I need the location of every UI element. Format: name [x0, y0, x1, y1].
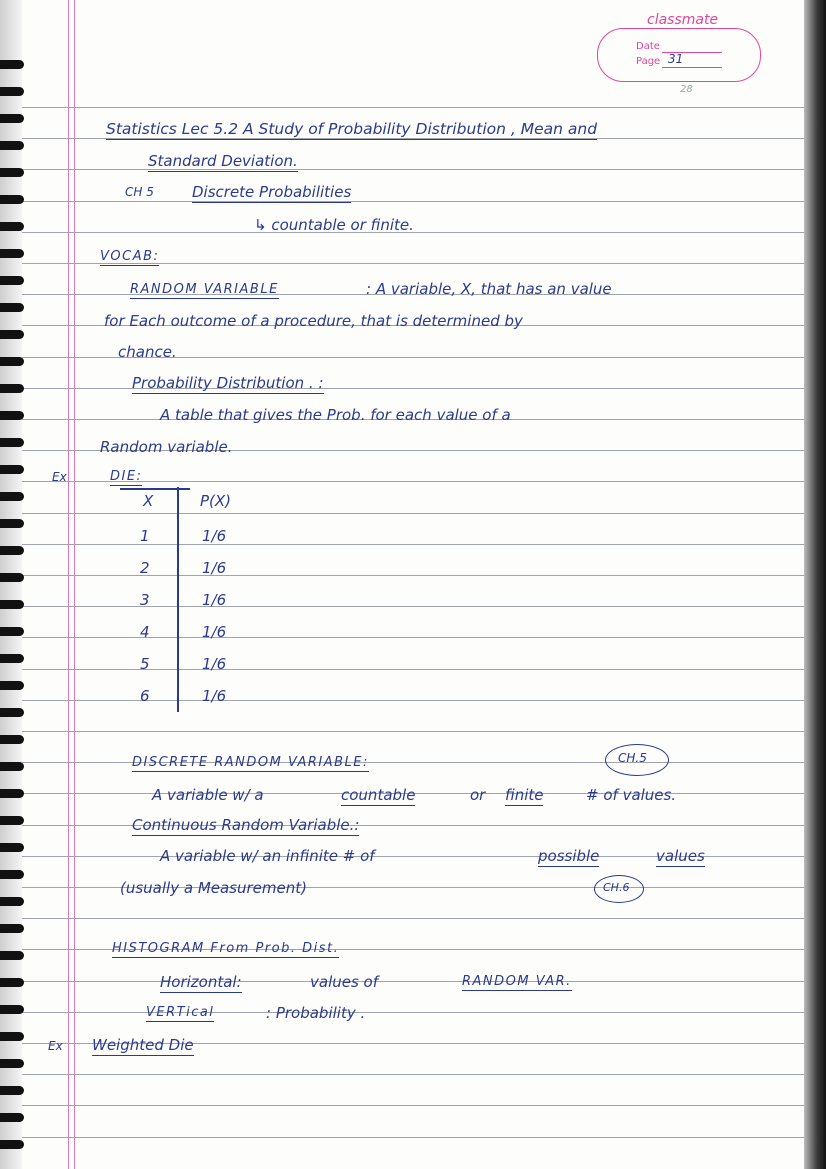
- date-label: Date: [636, 41, 660, 52]
- binding-hole: [0, 303, 24, 312]
- binding-hole: [0, 708, 24, 717]
- binding-hole: [0, 330, 24, 339]
- binding-hole: [0, 978, 24, 987]
- binding-hole: [0, 195, 24, 204]
- binding-hole: [0, 627, 24, 636]
- table-cell-px: 1/6: [202, 655, 227, 673]
- binding-hole: [0, 951, 24, 960]
- vertical-text: : Probability .: [266, 1004, 366, 1022]
- vertical-label: VERTical: [146, 1005, 215, 1020]
- ruled-line: [22, 1074, 804, 1075]
- chapter-label: CH 5: [125, 185, 154, 199]
- binding-hole: [0, 87, 24, 96]
- binding-hole: [0, 546, 24, 555]
- brand-logo: classmate: [647, 12, 719, 28]
- vocab-heading: VOCAB:: [100, 249, 160, 264]
- lecture-title: Statistics Lec 5.2 A Study of Probability Distribution , Mean and: [106, 120, 598, 138]
- horizontal-text: values of: [310, 973, 379, 991]
- page-label: Page: [636, 56, 661, 67]
- table-cell-px: 1/6: [202, 623, 227, 641]
- table-cell-x: 2: [140, 559, 150, 577]
- binding-hole: [0, 411, 24, 420]
- table-cell-px: 1/6: [202, 591, 227, 609]
- table-cell-px: 1/6: [202, 527, 227, 545]
- example-margin-label: Ex: [52, 470, 67, 484]
- table-cell-x: 3: [140, 591, 150, 609]
- or-word: or: [470, 786, 486, 804]
- binding-hole: [0, 789, 24, 798]
- binding-hole: [0, 60, 24, 69]
- page-sub-mark: 28: [680, 84, 693, 95]
- binding-hole: [0, 924, 24, 933]
- binding-hole: [0, 762, 24, 771]
- continuous-rv-term: Continuous Random Variable.:: [132, 816, 360, 834]
- chapter-topic: Discrete Probabilities: [192, 183, 352, 201]
- binding-hole: [0, 1086, 24, 1095]
- binding-hole: [0, 141, 24, 150]
- example-title: DIE:: [110, 469, 143, 484]
- binding-hole: [0, 735, 24, 744]
- ruled-line: [22, 731, 804, 732]
- binding-hole: [0, 1032, 24, 1041]
- probability-distribution-term: Probability Distribution . :: [132, 374, 324, 392]
- finite-word: finite: [505, 786, 544, 804]
- random-variable-definition: : A variable, X, that has an value: [366, 280, 612, 298]
- table-header-rule: [120, 488, 190, 490]
- binding-hole: [0, 114, 24, 123]
- page-line: [662, 67, 722, 68]
- chapter-note: ↳ countable or finite.: [254, 216, 414, 234]
- ruled-line: [22, 201, 804, 202]
- example-margin-label: Ex: [48, 1039, 63, 1053]
- discrete-rv-term: DISCRETE RANDOM VARIABLE:: [132, 755, 369, 770]
- continuous-definition-start: A variable w/ an infinite # of: [160, 847, 375, 865]
- binding-hole: [0, 1059, 24, 1068]
- binding-hole: [0, 168, 24, 177]
- probability-distribution-definition: A table that gives the Prob. for each value of a: [160, 406, 511, 424]
- horizontal-value: RANDOM VAR.: [462, 974, 572, 989]
- binding-hole: [0, 870, 24, 879]
- random-variable-definition-end: chance.: [118, 343, 177, 361]
- table-cell-px: 1/6: [202, 687, 227, 705]
- discrete-definition-end: # of values.: [586, 786, 677, 804]
- binding-hole: [0, 843, 24, 852]
- ruled-line: [22, 1105, 804, 1106]
- table-cell-x: 6: [140, 687, 150, 705]
- chapter-ref: CH.5: [618, 751, 647, 765]
- page-edge-shadow: [804, 0, 826, 1169]
- table-divider: [177, 487, 179, 712]
- ruled-line: [22, 918, 804, 919]
- binding-hole: [0, 222, 24, 231]
- binding-hole: [0, 384, 24, 393]
- binding-hole: [0, 492, 24, 501]
- binding-hole: [0, 897, 24, 906]
- ruled-line: [22, 169, 804, 170]
- binding-hole: [0, 357, 24, 366]
- table-header-x: X: [143, 492, 154, 510]
- binding-hole: [0, 573, 24, 582]
- random-variable-definition-cont: for Each outcome of a procedure, that is determined by: [104, 312, 523, 330]
- binding-hole: [0, 816, 24, 825]
- binding-hole: [0, 654, 24, 663]
- table-cell-x: 4: [140, 623, 150, 641]
- binding-hole: [0, 1005, 24, 1014]
- ruled-line: [22, 1012, 804, 1013]
- table-cell-px: 1/6: [202, 559, 227, 577]
- table-cell-x: 5: [140, 655, 150, 673]
- random-variable-term: RANDOM VARIABLE: [130, 282, 279, 297]
- binding-hole: [0, 600, 24, 609]
- binding-hole: [0, 276, 24, 285]
- discrete-definition-start: A variable w/ a: [152, 786, 264, 804]
- horizontal-label: Horizontal:: [160, 973, 242, 991]
- possible-word: possible: [538, 847, 600, 865]
- values-word: values: [656, 847, 705, 865]
- probability-distribution-definition-cont: Random variable.: [100, 438, 233, 456]
- ruled-line: [22, 513, 804, 514]
- continuous-note: (usually a Measurement): [120, 879, 307, 897]
- ruled-line: [22, 981, 804, 982]
- binding-hole: [0, 1140, 24, 1149]
- margin-line: [68, 0, 69, 1169]
- ruled-line: [22, 107, 804, 108]
- example-title: Weighted Die: [92, 1036, 194, 1054]
- table-cell-x: 1: [140, 527, 150, 545]
- binding-hole: [0, 1113, 24, 1122]
- binding-hole: [0, 438, 24, 447]
- binding-hole: [0, 519, 24, 528]
- binding-hole: [0, 465, 24, 474]
- binding-hole: [0, 681, 24, 690]
- table-header-px: P(X): [200, 492, 232, 510]
- histogram-heading: HISTOGRAM From Prob. Dist.: [112, 941, 340, 956]
- ruled-line: [22, 1137, 804, 1138]
- countable-word: countable: [341, 786, 416, 804]
- binding-hole: [0, 249, 24, 258]
- margin-line: [74, 0, 75, 1169]
- lecture-title-cont: Standard Deviation.: [148, 152, 298, 170]
- page-number: 31: [668, 52, 684, 66]
- chapter-ref: CH.6: [603, 881, 630, 894]
